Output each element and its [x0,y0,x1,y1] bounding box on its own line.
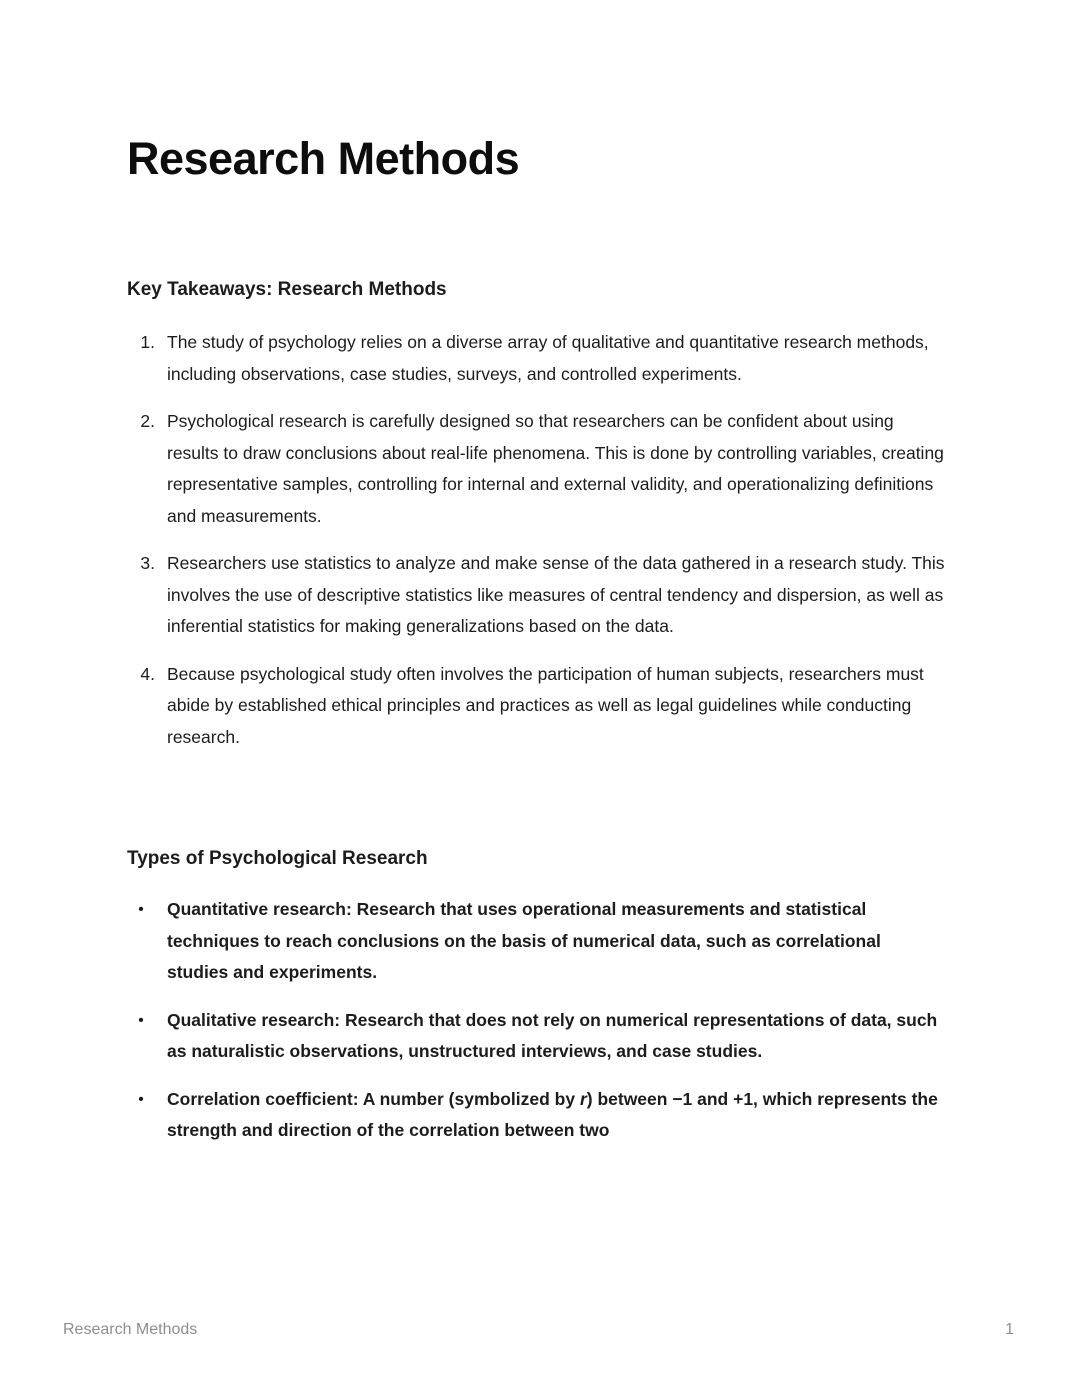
list-number: 4. [140,663,155,684]
type-text-pre: Correlation coefficient: A number (symbolized by [167,1088,580,1109]
key-takeaways-list [127,327,945,753]
type-item [127,1084,945,1147]
type-item [127,894,945,989]
section-heading-types: Types of Psychological Research [127,848,428,869]
section-heading-key-takeaways: Key Takeaways: Research Methods [127,279,447,300]
takeaway-text: Psychological research is carefully designed so that researchers can be confident about using results to draw conclusions about real-life phenomena. This is done by controlling variables, creating representative samples, controlling for internal and external validity, and operationalizing definitions and measurements. [167,411,944,526]
takeaway-item [127,406,945,532]
page-title: Research Methods [127,133,520,184]
document-body [127,133,945,1147]
type-text: Qualitative research: Research that does not rely on numerical representations of data, such as naturalistic observations, unstructured interviews, and case studies. [167,1009,938,1061]
takeaway-text: Because psychological study often involves the participation of human subjects, researchers must abide by established ethical principles and practices as well as legal guidelines while conducting research. [167,663,924,747]
type-item [127,1005,945,1068]
takeaway-item [127,659,945,754]
bullet-icon: • [138,901,144,918]
bullet-icon: • [138,1090,144,1108]
correlation-symbol-r: r [579,1088,587,1109]
type-text [167,1084,945,1147]
footer-page-number: 1 [1005,1321,1014,1338]
list-number: 3. [140,553,155,573]
types-list [127,894,945,1147]
list-number: 1. [140,332,155,352]
takeaway-item [127,327,945,390]
takeaway-text: Researchers use statistics to analyze and make sense of the data gathered in a research study. This involves the use of descriptive statistics like measures of central tendency and dispersion, as well as inferential statistics for making generalizations based on the data. [167,553,945,636]
bullet-icon: • [138,1011,144,1029]
list-number: 2. [140,411,155,431]
type-text-post: ) between −1 and +1, which represents the strength and direction of the correlation between two [167,1088,938,1140]
type-text: Quantitative research: Research that uses operational measurements and statistical techniques to reach conclusions on the basis of numerical data, such as correlational studies and experiments. [167,899,881,982]
takeaway-item [127,548,945,643]
takeaway-text: The study of psychology relies on a diverse array of qualitative and quantitative research methods, including observations, case studies, surveys, and controlled experiments. [167,332,929,384]
footer-document-name: Research Methods [63,1321,198,1338]
page-footer [63,1320,1014,1340]
